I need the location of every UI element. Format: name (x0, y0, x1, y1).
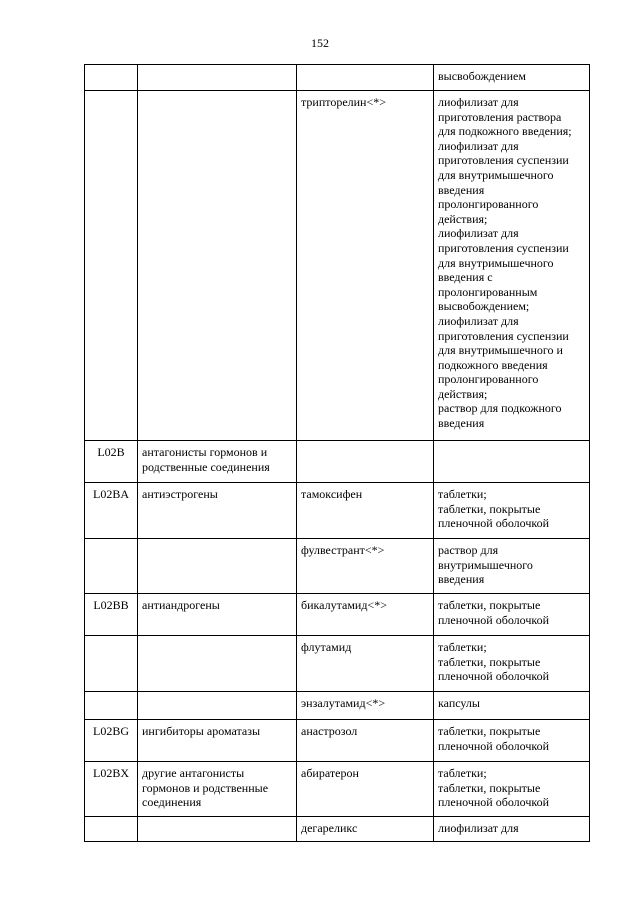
page-number: 152 (311, 36, 329, 50)
group-name-cell: другие антагонисты гормонов и родственные соединения (138, 762, 297, 817)
group-name-cell: антагонисты гормонов и родственные соединения (138, 441, 297, 483)
atc-code-cell (85, 539, 138, 594)
drug-name-cell (297, 65, 434, 91)
group-name-cell: антиэстрогены (138, 483, 297, 539)
drug-name-cell: анастрозол (297, 720, 434, 762)
dosage-form-cell: таблетки, покрытые пленочной оболочкой (434, 594, 590, 636)
dosage-form-cell: лиофилизат для приготовления раствора для подкожного введения; лиофилизат для приготовления суспензии для внутримышечного введения пролонгированного действия; лиофилизат для приготовления суспензии для внутримышечного введения с пролонгированным высвобождением; лиофилизат для приготовления суспензии для внутримышечного и подкожного введения пролонгированного действия; раствор для подкожного введения (434, 91, 590, 441)
group-name-cell (138, 91, 297, 441)
drug-name-cell: энзалутамид<*> (297, 692, 434, 720)
dosage-form-cell (434, 441, 590, 483)
table-row (85, 539, 590, 594)
dosage-form-cell: капсулы (434, 692, 590, 720)
atc-code-cell (85, 65, 138, 91)
group-name-cell: антиандрогены (138, 594, 297, 636)
atc-code-cell: L02BX (85, 762, 138, 817)
drug-name-cell: дегареликс (297, 817, 434, 842)
dosage-form-cell: таблетки; таблетки, покрытые пленочной оболочкой (434, 483, 590, 539)
atc-code-cell: L02B (85, 441, 138, 483)
group-name-cell (138, 636, 297, 692)
dosage-form-cell: лиофилизат для (434, 817, 590, 842)
drug-name-cell: фулвестрант<*> (297, 539, 434, 594)
atc-code-cell: L02BA (85, 483, 138, 539)
drug-name-cell: бикалутамид<*> (297, 594, 434, 636)
table-row (85, 441, 590, 483)
atc-code-cell (85, 692, 138, 720)
table-row (85, 720, 590, 762)
group-name-cell (138, 539, 297, 594)
drug-table (84, 64, 590, 842)
atc-code-cell (85, 91, 138, 441)
dosage-form-cell: таблетки; таблетки, покрытые пленочной оболочкой (434, 636, 590, 692)
dosage-form-cell: раствор для внутримышечного введения (434, 539, 590, 594)
table-row (85, 91, 590, 441)
dosage-form-cell: таблетки; таблетки, покрытые пленочной оболочкой (434, 762, 590, 817)
group-name-cell (138, 692, 297, 720)
atc-code-cell (85, 817, 138, 842)
table-row (85, 636, 590, 692)
group-name-cell (138, 817, 297, 842)
table-row (85, 817, 590, 842)
dosage-form-cell: таблетки, покрытые пленочной оболочкой (434, 720, 590, 762)
dosage-form-cell: высвобождением (434, 65, 590, 91)
drug-name-cell (297, 441, 434, 483)
drug-name-cell: абиратерон (297, 762, 434, 817)
drug-name-cell: флутамид (297, 636, 434, 692)
drug-name-cell: тамоксифен (297, 483, 434, 539)
atc-code-cell: L02BG (85, 720, 138, 762)
group-name-cell (138, 65, 297, 91)
table-row (85, 483, 590, 539)
group-name-cell: ингибиторы ароматазы (138, 720, 297, 762)
atc-code-cell: L02BB (85, 594, 138, 636)
drug-table-body (85, 65, 590, 842)
table-row (85, 692, 590, 720)
table-row (85, 762, 590, 817)
drug-name-cell: трипторелин<*> (297, 91, 434, 441)
atc-code-cell (85, 636, 138, 692)
table-row (85, 65, 590, 91)
table-row (85, 594, 590, 636)
